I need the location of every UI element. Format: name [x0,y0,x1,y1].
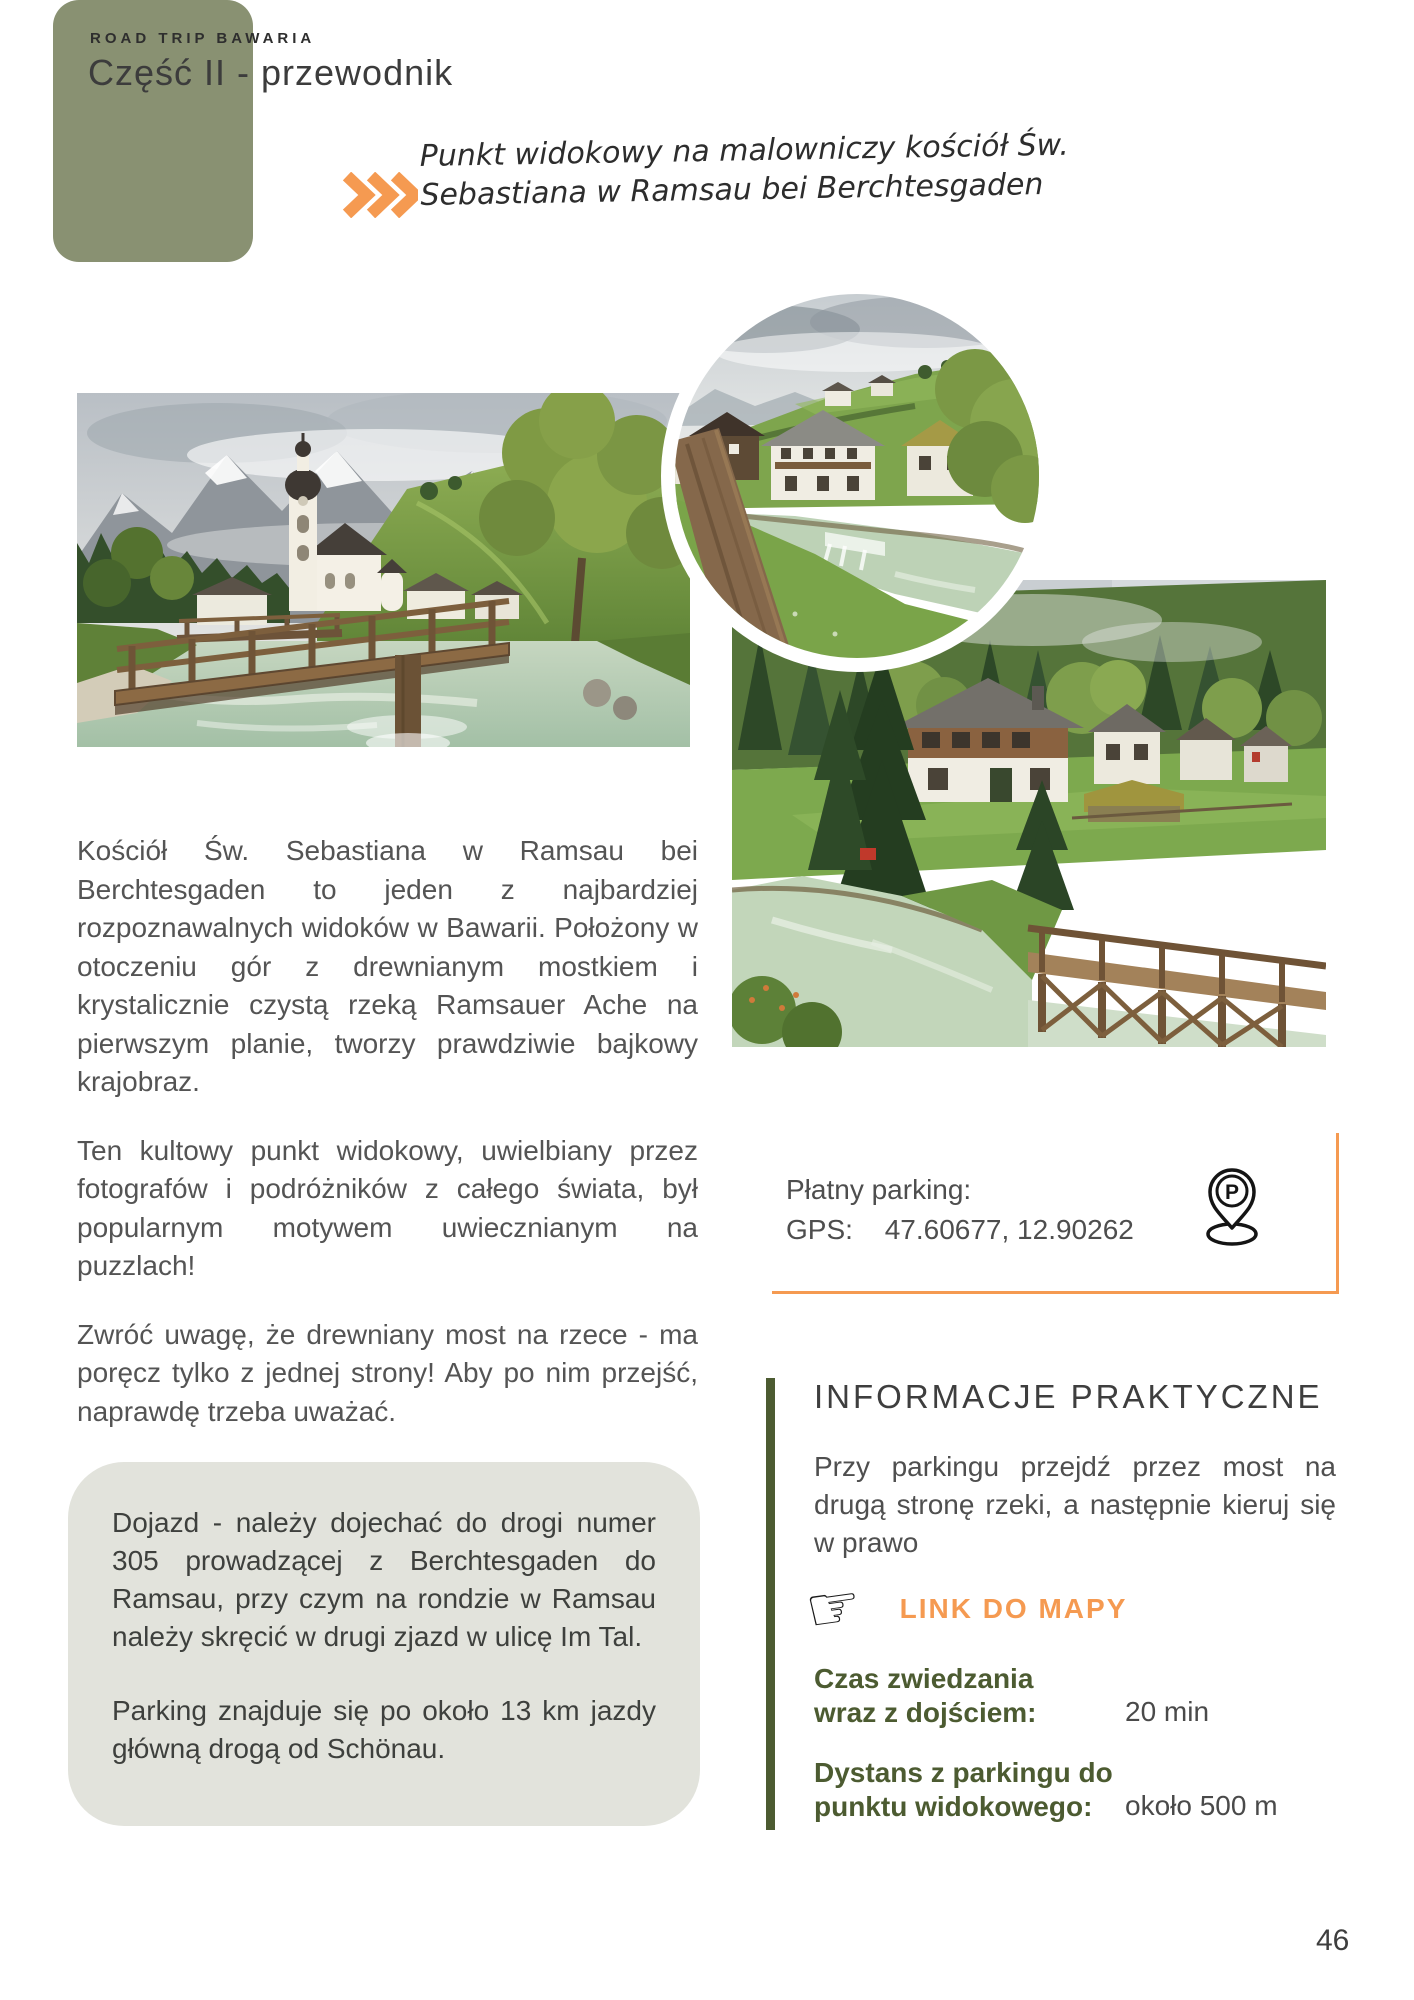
info-value: 20 min [1125,1696,1210,1727]
section-divider-bar [766,1378,775,1830]
info-row-distance [814,1756,1336,1824]
series-badge: ROAD TRIP BAWARIA [90,30,316,47]
page-headline [419,123,1220,215]
info-row-visit-time [814,1662,1336,1730]
directions-paragraph: Parking znajduje się po około 13 km jazdy główną drogą od Schönau. [112,1695,656,1764]
article-body [77,832,698,1461]
body-paragraph: Ten kultowy punkt widokowy, uwielbiany przez fotografów i podróżników z całego świata, był popularnym motywem uwiecznianym na puzzlach! [77,1134,698,1281]
body-paragraph: Zwróć uwagę, że drewniany most na rzece - ma poręcz tylko z jednej strony! Aby po nim przejść, naprawdę trzeba uważać. [77,1318,698,1427]
map-link-row[interactable] [801,1570,1128,1647]
pointing-hand-icon: ☞ [801,1570,867,1647]
parking-info [786,1170,1134,1250]
body-paragraph: Kościół Św. Sebastiana w Ramsau bei Berchtesgaden to jeden z najbardziej rozpoznawalnych widoków w Bawarii. Położony w otoczeniu gór z drewnianym mostkiem i krystalicznie czystą rzeką Ramsauer Ache na pierwszym planie, tworzy prawdziwie bajkowy krajobraz. [77,835,698,1097]
info-value: około 500 m [1125,1790,1278,1821]
chevrons-icon [342,172,418,218]
directions-box [68,1462,700,1826]
map-link[interactable]: LINK DO MAPY [899,1593,1128,1624]
parking-pin-icon [1198,1162,1266,1254]
practical-info-intro: Przy parkingu przejdź przez most na drugą stronę rzeki, a następnie kieruj się w prawo [814,1451,1336,1558]
parking-title: Płatny parking: [786,1174,972,1205]
directions-paragraph: Dojazd - należy dojechać do drogi numer 305 prowadzącej z Berchtesgaden do Ramsau, przy czym na rondzie w Ramsau należy skręcić w drugi zjazd w ulicę Im Tal. [112,1507,656,1652]
gps-value: 47.60677, 12.90262 [884,1214,1134,1245]
info-label: Czas zwiedzania wraz z dojściem: [814,1663,1037,1728]
svg-text:P: P [1224,1181,1240,1204]
gps-label: GPS: [786,1214,853,1245]
headline-line2: Sebastiana w Ramsau bei Berchtesgaden [420,167,1044,213]
info-label: Dystans z parkingu do punktu widokowego: [814,1757,1113,1822]
photo-church-ramsau [77,393,690,747]
photo-village-circle [661,280,1053,672]
parking-gps-row [786,1210,1134,1250]
headline-line1: Punkt widokowy na malowniczy kościół Św. [419,127,1070,174]
practical-info-rows [814,1662,1336,1850]
practical-info-heading: INFORMACJE PRAKTYCZNE [814,1378,1323,1415]
page-number: 46 [1316,1924,1350,1957]
section-title: Część II - przewodnik [88,52,454,93]
